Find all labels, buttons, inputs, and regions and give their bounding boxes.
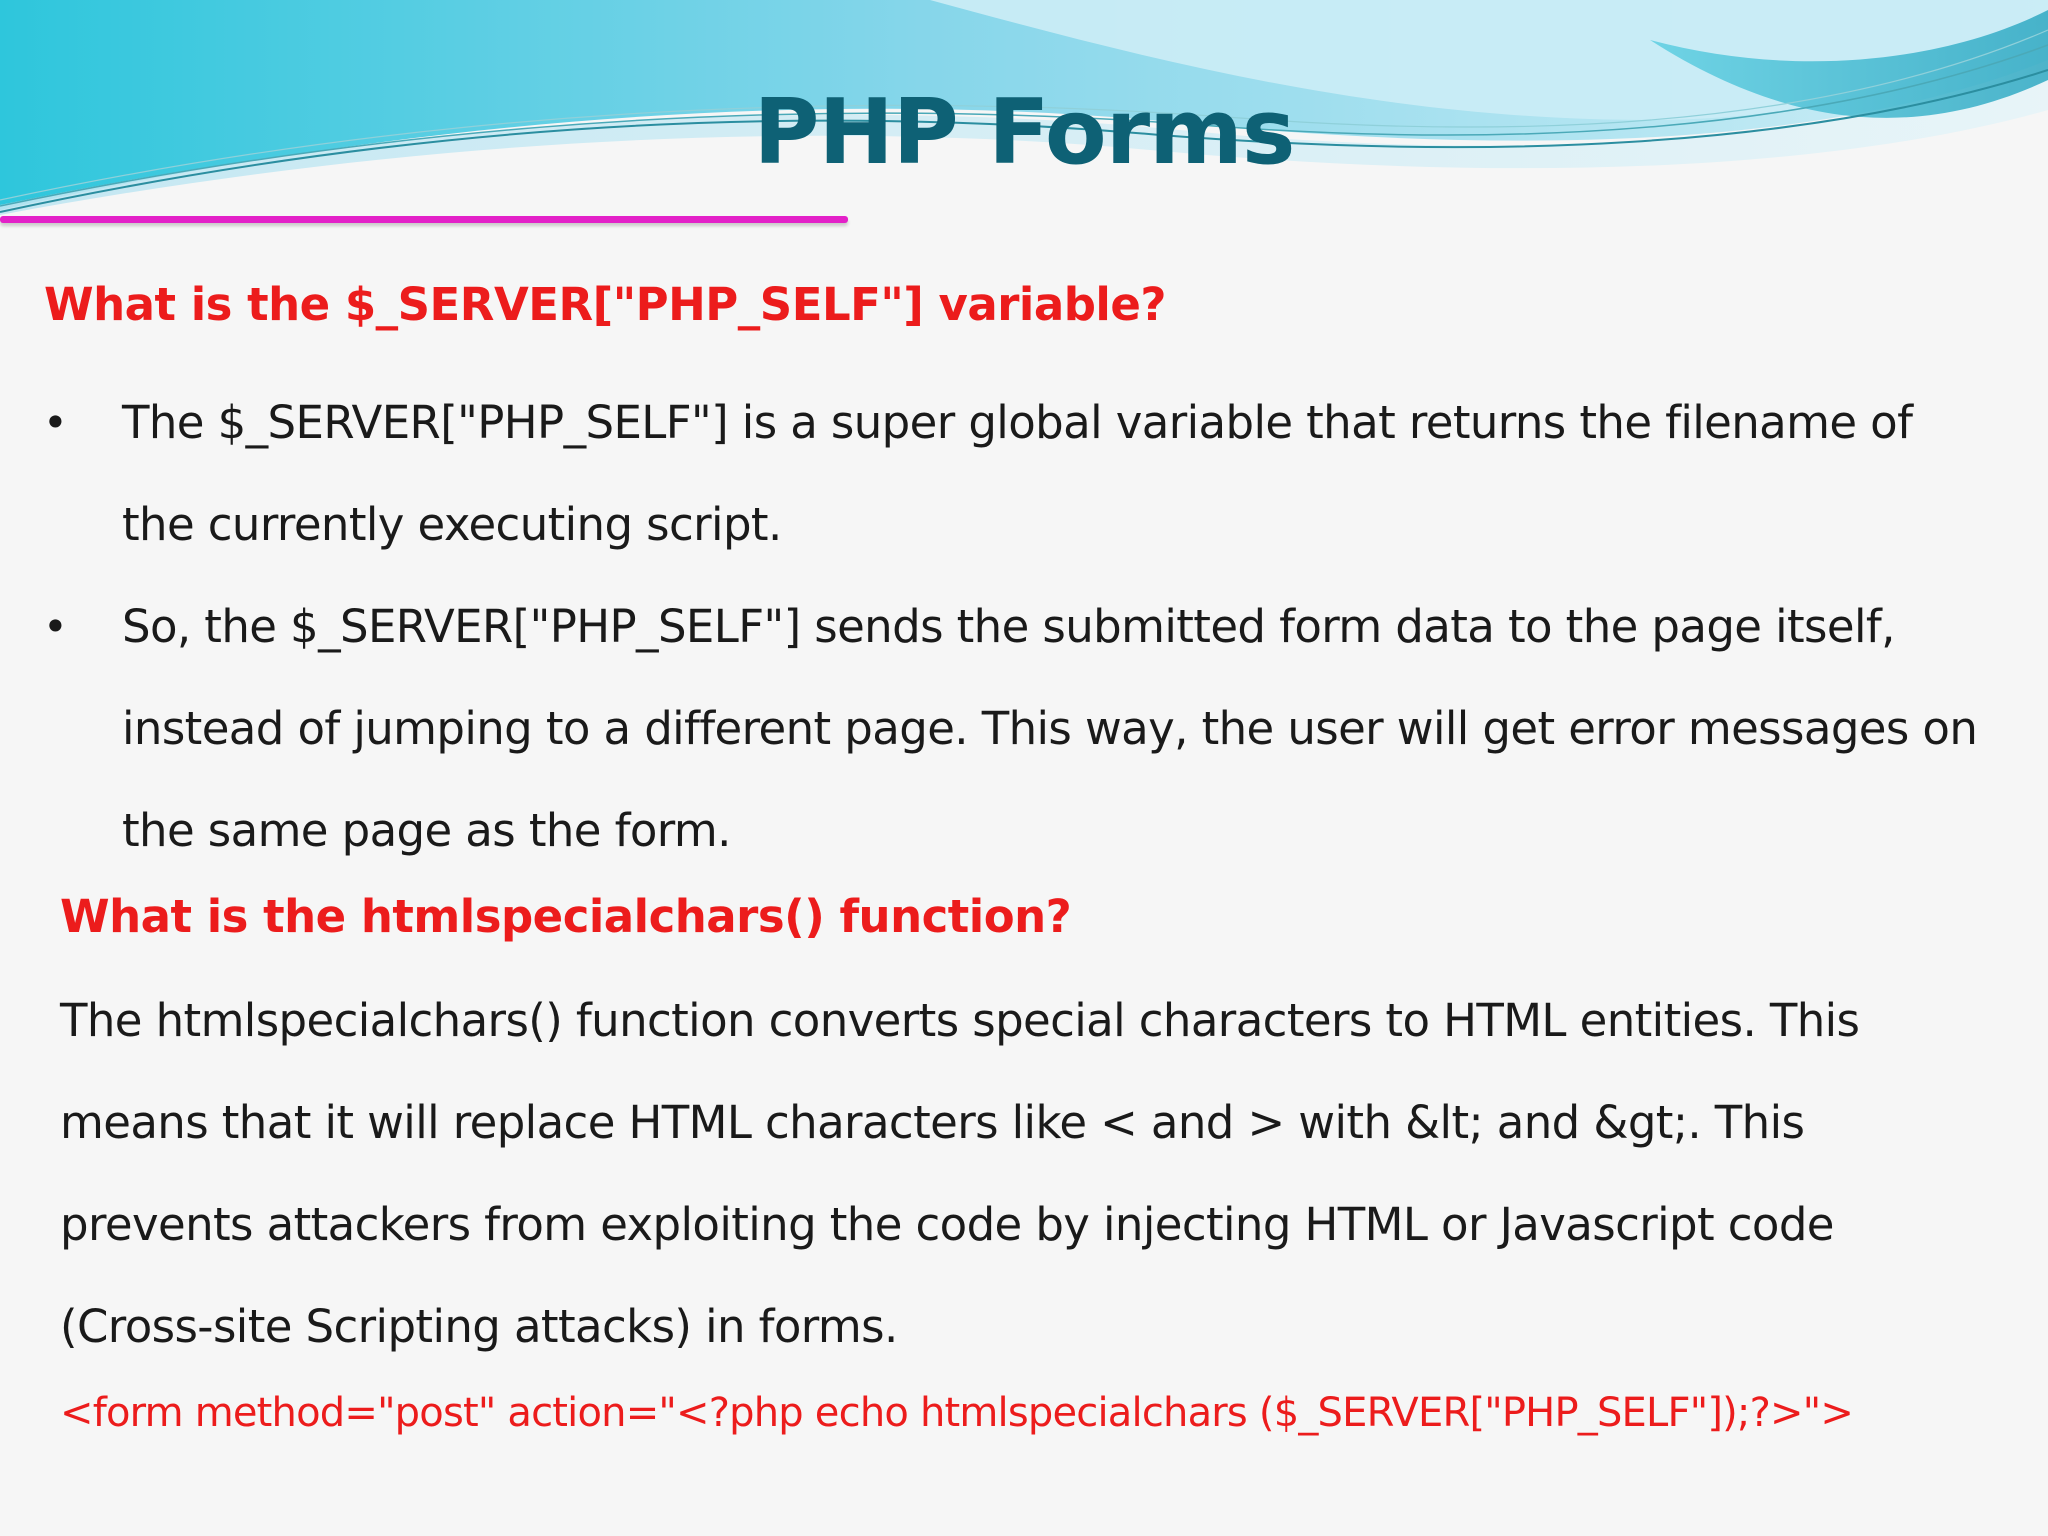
title-accent-underline — [0, 216, 848, 223]
bullet-item — [0, 576, 1982, 882]
form-code-example: <form method="post" action="<?php echo htmlspecialchars ($_SERVER["PHP_SELF"]);?>"> — [60, 1390, 1854, 1436]
section-heading-htmlspecialchars: What is the htmlspecialchars() function? — [60, 890, 1072, 943]
bullet-text: So, the $_SERVER["PHP_SELF"] sends the submitted form data to the page itself, instead of jumping to a different page. This way, the user will get error messages on the same page as the form. — [122, 600, 1978, 857]
bullet-list — [0, 372, 2048, 882]
htmlspecialchars-paragraph: The htmlspecialchars() function converts special characters to HTML entities. This means that it will replace HTML characters like < and > with &lt; and &gt;. This prevents attackers from exploiting the code by injecting HTML or Javascript code (Cross-site Scripting attacks) in forms. — [60, 994, 1860, 1353]
bullet-item — [0, 372, 1982, 576]
slide-title: PHP Forms — [753, 80, 1295, 185]
bullet-dot-icon: • — [43, 398, 68, 447]
section-heading-php-self: What is the $_SERVER["PHP_SELF"] variable? — [44, 278, 1166, 331]
bullet-text: The $_SERVER["PHP_SELF"] is a super global variable that returns the filename of the currently executing script. — [122, 396, 1913, 551]
bullet-dot-icon: • — [43, 602, 68, 651]
